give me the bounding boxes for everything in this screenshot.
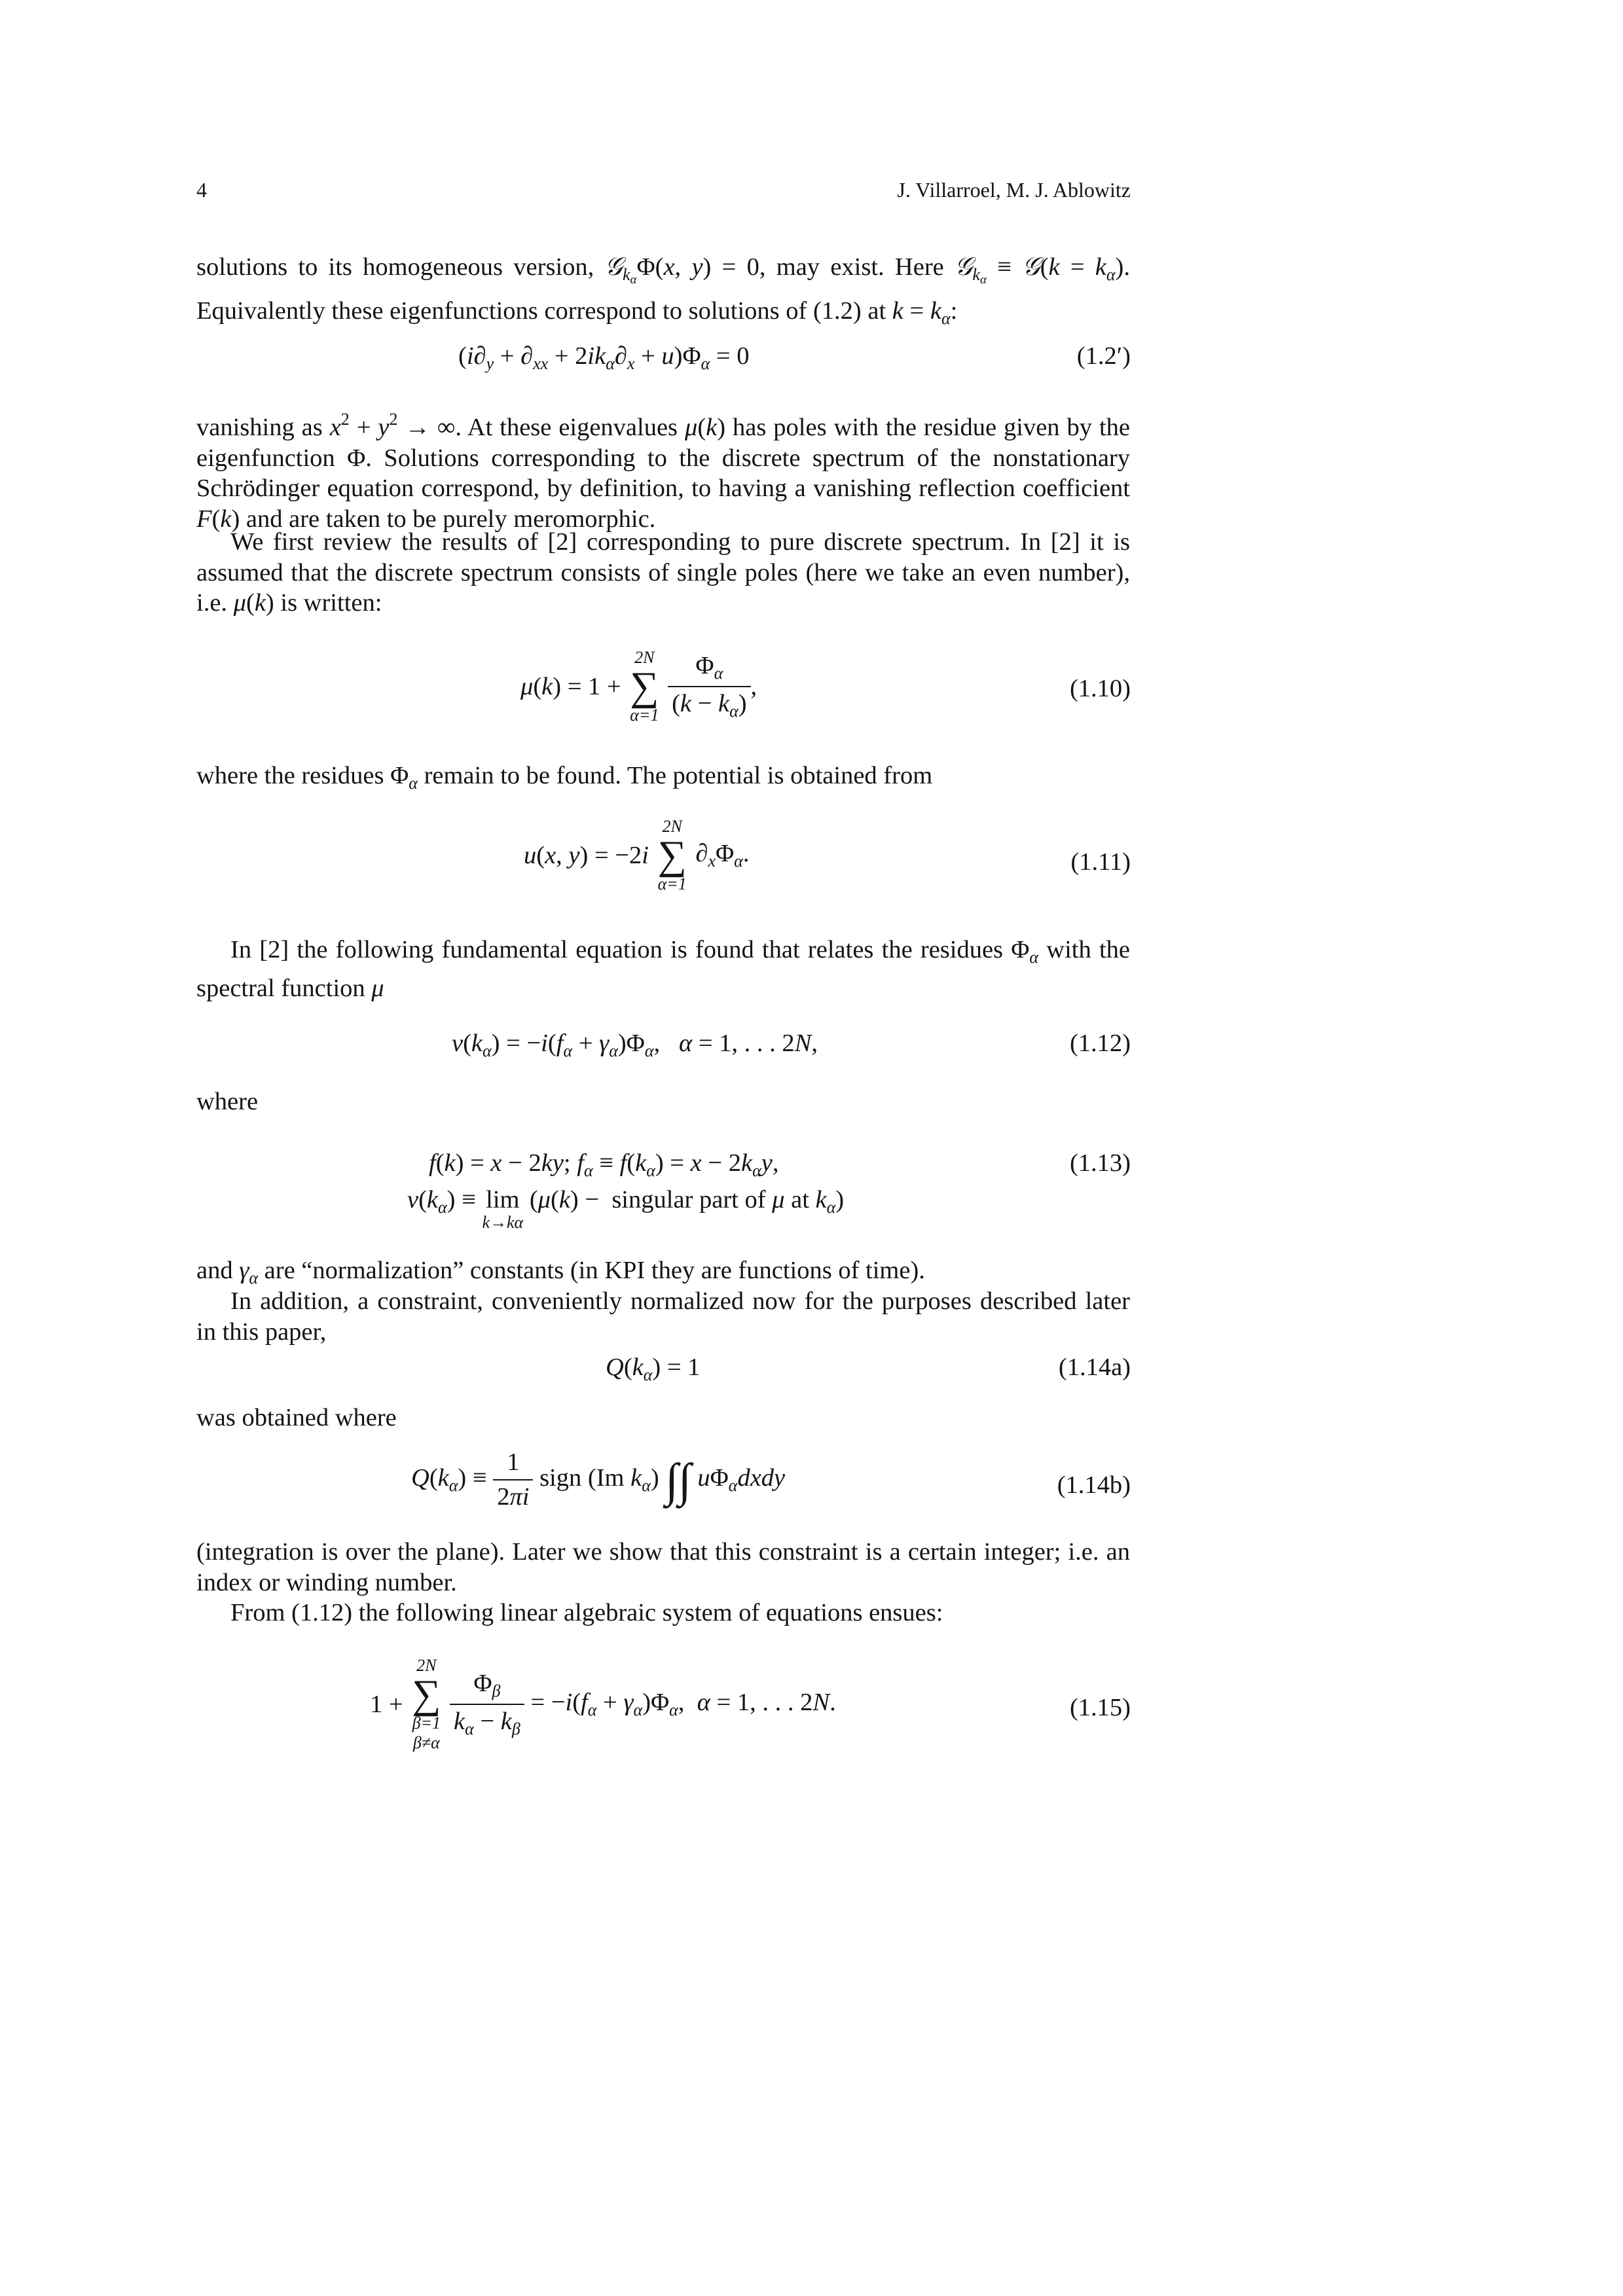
paragraph-discrete-spectrum-review: We first review the results of [2] corresponding to pure discrete spectrum. In [2] it is assumed that the discrete spectrum consists of single poles (here we take an even number), i.e. μ(k) is written: [196,528,1130,617]
word-where: where [196,1088,259,1115]
fraction: $\frac{\Phi_\beta}{k_\alpha - k_\beta}$ [450,1671,524,1738]
equation-number: (1.11) [1070,848,1131,876]
equation-number: (1.14b) [1057,1471,1131,1499]
equation-number: (1.15) [1069,1694,1131,1721]
paragraph-fundamental-equation: In [2] the following fundamental equation is found that relates the residues $\Phi_\alpha$ with the spectral function μ [196,936,1131,1002]
equation-number: (1.10) [1069,675,1131,702]
equation-number: (1.12) [1069,1030,1131,1057]
summation-symbol: 2N ∑ α=1 [630,648,659,725]
paragraph-integration-plane: (integration is over the plane). Later we show that this constraint is a certain integer; i.e. an index or winding number. [196,1538,1130,1596]
equation-1-13-line2: $\nu(k_\alpha)$ ≡ lim k→kα (μ(k) − singular part of μ at $k_\alpha$) [407,1186,845,1232]
paragraph-eigenvalues-poles: vanishing as $x^2 + y^2$ → ∞. At these eigenvalues μ(k) has poles with the residue given by the eigenfunction Φ. Solutions corresponding to the discrete spectrum of the nonstationary Schrödinger equation correspond, by definition, to having a vanishing reflection coefficient F(k) and are taken to be purely meromorphic. [196,410,1130,533]
summation-symbol: 2N ∑ β=1 β≠α [412,1656,441,1752]
paragraph-normalization-constants: and $\gamma_\alpha$ are “normalization” constants (in KPI they are functions of time). [196,1257,925,1287]
fraction: $\frac{1}{2\pi i}$ [493,1450,533,1509]
page-number: 4 [196,178,207,202]
equation-1-14b: $Q(k_\alpha)$ ≡ $\frac{1}{2\pi i}$ sign (Im $k_\alpha$) ∫∫ $u\Phi_\alpha dxdy$ [411,1448,786,1511]
equation-1-14a: $Q(k_\alpha) = 1$ [606,1354,701,1384]
fraction: $\frac{\Phi_\alpha}{(k - k_\alpha)}$ [668,653,750,720]
equation-1-10: μ(k) = 1 + 2N ∑ α=1 $\frac{\Phi_\alpha}{(k - k_\alpha)}$ , [520,648,757,725]
double-integral: ∫∫ [665,1454,691,1507]
equation-number: (1.14a) [1058,1354,1131,1381]
paragraph-constraint: In addition, a constraint, conveniently normalized now for the purposes described later in this paper, [196,1287,1130,1346]
running-header-authors: J. Villarroel, M. J. Ablowitz [897,178,1131,202]
equation-1-15: 1 + 2N ∑ β=1 β≠α $\frac{\Phi_\beta}{k_\alpha - k_\beta}$ = $-i(f_\alpha + \gamma_\alpha)\Phi_\alpha$, α = 1, . . . 2N. [370,1656,836,1752]
equation-1-11: u(x, y) = −2i 2N ∑ α=1 $\partial_x\Phi_\alpha$. [524,817,750,893]
summation-symbol: 2N ∑ α=1 [657,817,687,893]
equation-1-13-line1: f(k) = x − 2ky; $f_\alpha \equiv f(k_\alpha) = x - 2k_\alpha y$, [429,1149,779,1180]
equation-1-2-prime: $(i\partial_y + \partial_{xx} + 2ik_\alpha\partial_x + u)\Phi_\alpha = 0$ [458,342,750,373]
equation-number: (1.2′) [1076,342,1131,370]
paragraph-residues: where the residues $\Phi_\alpha$ remain to be found. The potential is obtained from [196,762,933,793]
paragraph-linear-system: From (1.12) the following linear algebraic system of equations ensues: [230,1599,943,1626]
equation-number: (1.13) [1069,1149,1131,1177]
equation-1-12: $\nu(k_\alpha) = -i(f_\alpha + \gamma_\alpha)\Phi_\alpha$, α = 1, . . . 2N, [452,1030,818,1060]
paragraph-homogeneous-solutions: solutions to its homogeneous version, 𝒢$_{k\alpha}$Φ(x, y) = 0, may exist. Here 𝒢$_{k\alpha}$ ≡ 𝒢(k = $k_\alpha$). Equivalently these eigenfunctions correspond to solutions of (1.2) at $k = k_\alpha$: [196,253,1130,328]
text-was-obtained-where: was obtained where [196,1404,397,1431]
limit-operator: lim k→kα [482,1186,524,1232]
